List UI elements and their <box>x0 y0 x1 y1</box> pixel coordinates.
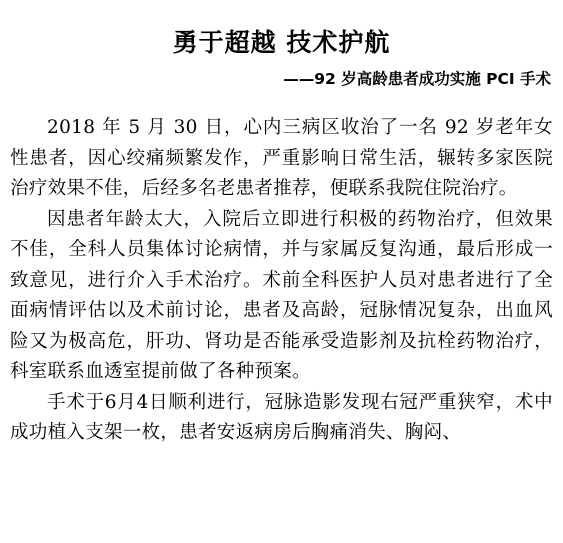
article-subtitle: ——92 岁高龄患者成功实施 PCI 手术 <box>283 70 551 88</box>
paragraph-2: 因患者年龄太大，入院后立即进行积极的药物治疗，但效果不佳，全科人员集体讨论病情，并与家属反复沟通，最后形成一致意见，进行介入手术治疗。术前全科医护人员对患者进行了全面病情评估以及术前讨论，患者及高龄，冠脉情况复杂，出血风险又为极高危，肝功、肾功是否能承受造影剂及抗栓药物治疗，科室联系血透室提前做了各种预案。 <box>10 208 553 382</box>
article-title: 勇于超越 技术护航 <box>172 28 391 57</box>
paragraph-1: 2018 年 5 月 30 日，心内三病区收治了一名 92 岁老年女性患者，因心绞痛频繁发作，严重影响日常生活，辗转多家医院治疗效果不佳，后经多名老患者推荐，便联系我院住院治疗。 <box>10 117 553 199</box>
paragraph-3: 手术于6月4日顺利进行，冠脉造影发现右冠严重狭窄，术中成功植入支架一枚，患者安返病房后胸痛消失、胸闷、 <box>10 391 553 443</box>
article-body <box>10 113 553 449</box>
